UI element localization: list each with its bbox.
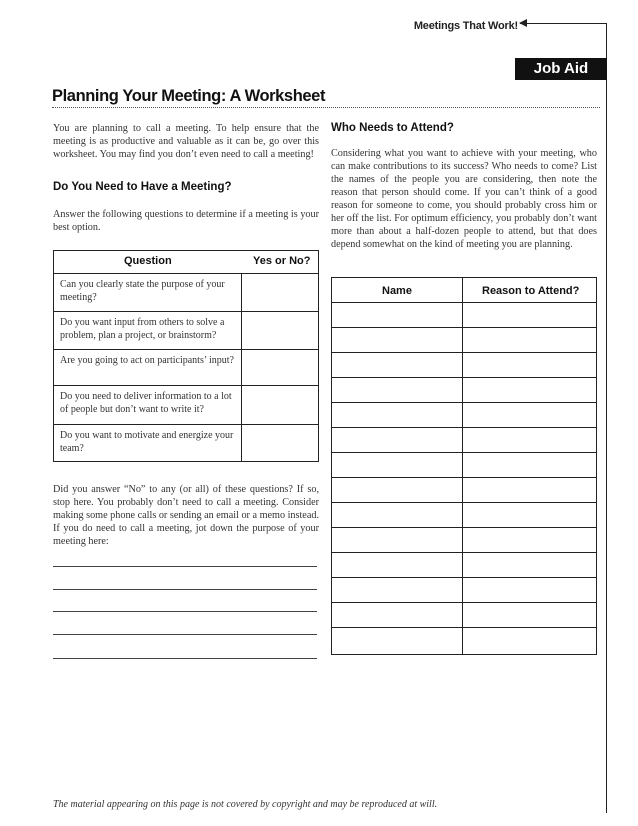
column-header-yes-no: Yes or No? — [253, 255, 311, 267]
purpose-write-line[interactable] — [53, 611, 317, 612]
book-title: Meetings That Work! — [413, 20, 518, 32]
instructions-paragraph: Answer the following questions to determine if a meeting is your best option. — [53, 209, 319, 233]
section-heading-need-meeting: Do You Need to Have a Meeting? — [53, 181, 232, 193]
copyright-footer: The material appearing on this page is not covered by copyright and may be reproduced at will. — [53, 799, 438, 810]
question-table — [53, 250, 319, 462]
question-table-header — [54, 251, 318, 273]
column-header-reason: Reason to Attend? — [482, 285, 580, 297]
table-row[interactable] — [332, 602, 596, 603]
table-row[interactable] — [332, 552, 596, 553]
purpose-write-line[interactable] — [53, 566, 317, 567]
followup-paragraph: Did you answer “No” to any (or all) of these questions? If so, stop here. You probably don’t need to call a meeting. Consider making some phone calls or sending an email or a memo instead. If you do need to call a meeting, jot down the purpose of your meeting here: — [53, 484, 319, 547]
table-row[interactable] — [332, 402, 596, 403]
table-row[interactable] — [332, 477, 596, 478]
table-row[interactable] — [332, 302, 596, 303]
table-row — [54, 311, 318, 350]
attendee-table — [331, 277, 597, 655]
question-text: Do you want input from others to solve a problem, plan a project, or brainstorm? — [60, 317, 225, 341]
page-title: Planning Your Meeting: A Worksheet — [52, 87, 326, 105]
table-row[interactable] — [332, 377, 596, 378]
intro-paragraph: You are planning to call a meeting. To help ensure that the meeting is as productive and valuable as it can be, go over this worksheet. You may find you don’t even need to call a meeting! — [53, 123, 319, 160]
table-row — [54, 349, 318, 384]
table-row[interactable] — [332, 352, 596, 353]
table-row[interactable] — [332, 502, 596, 503]
table-row[interactable] — [332, 452, 596, 453]
attendees-paragraph: Considering what you want to achieve with your meeting, who can make contributions to its success? Who needs to come? List the names of the people you are considering, then note the reason that person should come. If you can’t think of a good reason for someone to come, you should probably cross him or her off the list. For optimum efficiency, you probably don’t want more than about a half-dozen people to attend, but that does depend somewhat on the kind of meeting you are planning. — [331, 148, 597, 250]
question-text: Are you going to act on participants’ input? — [60, 355, 234, 366]
table-row[interactable] — [332, 577, 596, 578]
title-divider — [52, 107, 600, 108]
table-row[interactable] — [332, 427, 596, 428]
column-header-name: Name — [382, 285, 412, 297]
table-row — [54, 424, 318, 461]
table-row[interactable] — [332, 327, 596, 328]
table-row[interactable] — [332, 627, 596, 628]
purpose-write-line[interactable] — [53, 634, 317, 635]
purpose-write-line[interactable] — [53, 658, 317, 659]
question-text: Do you want to motivate and energize your team? — [60, 430, 234, 454]
column-divider — [462, 278, 463, 654]
table-row — [54, 385, 318, 424]
question-text: Can you clearly state the purpose of your meeting? — [60, 279, 225, 303]
job-aid-badge: Job Aid — [515, 58, 607, 80]
table-row — [54, 273, 318, 310]
section-heading-attendees: Who Needs to Attend? — [331, 122, 454, 134]
header-rule — [520, 23, 606, 24]
question-text: Do you need to deliver information to a lot of people but don’t want to write it? — [60, 391, 232, 415]
margin-rule — [606, 23, 607, 813]
column-header-question: Question — [124, 255, 172, 267]
purpose-write-line[interactable] — [53, 589, 317, 590]
table-row[interactable] — [332, 527, 596, 528]
